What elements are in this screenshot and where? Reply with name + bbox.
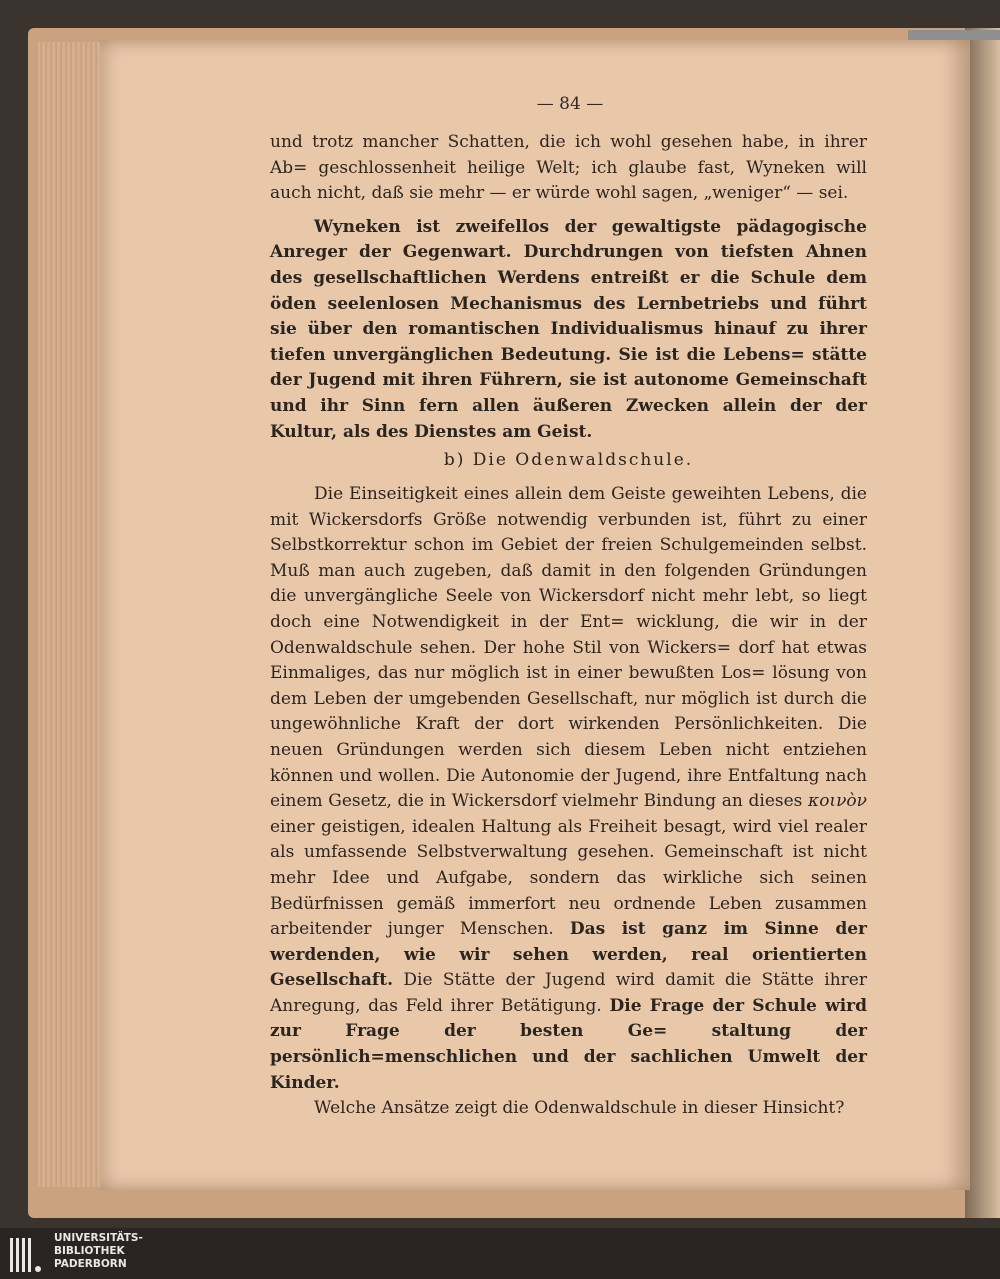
corner-tape [908, 30, 1000, 40]
paragraph-wyneken: Wyneken ist zweifellos der gewaltigste pädagogische Anreger der Gegenwart. Durchdrungen von tiefsten Ahnen des gesellschaftlichen Werdens entreißt er die Schule dem öden seelenlosen Mechanismus des Lernbetriebs und führt sie über den romantischen Individualismus hinauf zu ihrer tiefen unvergänglichen Bedeutung. Sie ist die Lebens= stätte der Jugend mit ihren Führern, sie ist autonome Gemeinschaft und ihr Sinn fern allen äußeren Zwecken allein der der Kultur, als des Dienstes am Geist. [270, 216, 867, 442]
text-block-top [270, 130, 867, 445]
spine-shadow [965, 28, 1000, 1218]
library-name-line2: BIBLIOTHEK [54, 1245, 125, 1257]
greek-word: κοινὸν [808, 791, 867, 812]
paragraph-question: Welche Ansätze zeigt die Odenwaldschule in dieser Hinsicht? [314, 1098, 845, 1119]
paragraph-continuation: und trotz mancher Schatten, die ich wohl gesehen habe, in ihrer Ab= geschlossenheit heilige Welt; ich glaube fast, Wyneken will auch nicht, daß sie mehr — er würde wohl sagen, „weniger“ — sei. [270, 132, 867, 204]
paragraph-bold-1: Das ist ganz im Sinne der werdenden, wie wir sehen werden, real orientierten Gesellschaft. [270, 919, 867, 991]
page-number: — 84 — [536, 94, 604, 114]
paragraph-text-a: Die Einseitigkeit eines allein dem Geiste geweihten Lebens, die mit Wickersdorfs Größe notwendig verbunden ist, führt zu einer Selbstkorrektur schon im Gebiet der freien Schulgemeinden selbst. Muß man auch zugeben, daß damit in den folgenden Gründungen die unvergängliche Seele von Wickersdorf nicht mehr lebt, so liegt doch eine Notwendigkeit in der Ent= wicklung, die wir in der Odenwaldschule sehen. Der hohe Stil von Wickers= dorf hat etwas Einmaliges, das nur möglich ist in einer bewußten Los= lösung von dem Leben der umgebenden Gesellschaft, nur möglich ist durch die ungewöhnliche Kraft der dort wirkenden Persönlichkeiten. Die neuen Gründungen werden sich diesem Leben nicht entziehen können und wollen. Die Autonomie der Jugend, ihre Entfaltung nach einem Gesetz, die in Wickersdorf vielmehr Bindung an dieses [270, 484, 867, 812]
library-name-line3: PADERBORN [54, 1258, 127, 1270]
text-block-bottom [270, 482, 867, 1122]
library-name [54, 1232, 143, 1271]
library-logo-icon [8, 1234, 48, 1274]
paragraph-bold-2: Die Frage der Schule wird zur Frage der besten Ge= staltung der persönlich=menschlichen und der sachlichen Umwelt der Kinder. [270, 995, 868, 1093]
paragraph-text-b: einer geistigen, idealen Haltung als Freiheit besagt, wird viel realer als umfassende Selbstverwaltung gesehen. Gemeinschaft ist nicht mehr Idee und Aufgabe, sondern das wirkliche sich seinen Bedürfnissen gemäß immerfort neu ordnende Leben zusammen arbeitender junger Menschen. [270, 816, 867, 940]
library-footer [0, 1228, 1000, 1279]
page-edges [38, 42, 102, 1187]
paragraph-text-c: Die Stätte der Jugend wird damit die Stätte ihrer Anregung, das Feld ihrer Betätigung. [270, 970, 867, 1016]
library-name-line1: UNIVERSITÄTS- [54, 1232, 143, 1244]
section-heading: b) Die Odenwaldschule. [443, 450, 694, 470]
paragraph-odenwaldschule [270, 482, 867, 1096]
